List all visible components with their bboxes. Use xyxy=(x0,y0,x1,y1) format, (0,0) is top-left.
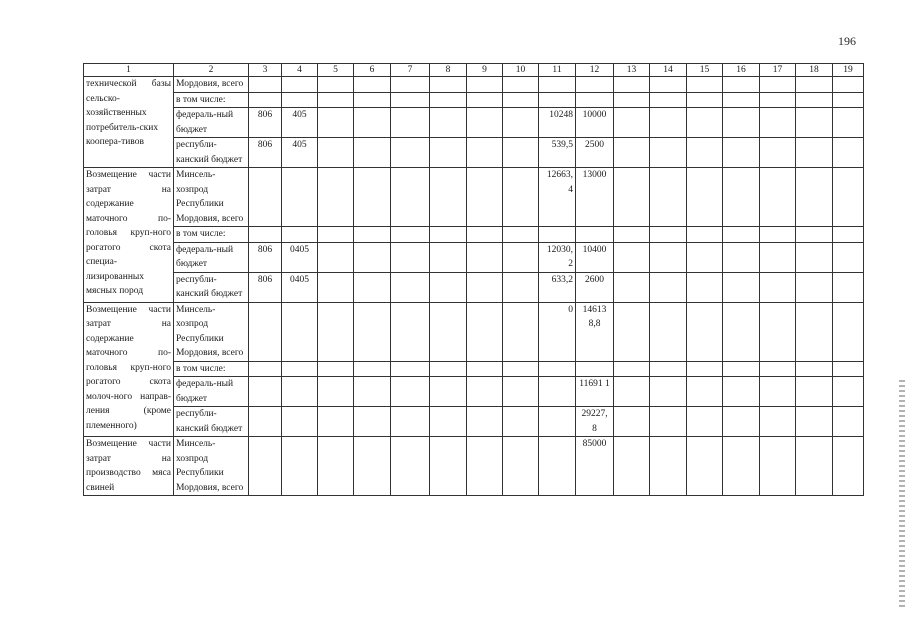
cell-empty xyxy=(467,302,503,361)
cell-col-3: 806 xyxy=(249,242,282,272)
cell-col-4 xyxy=(282,92,318,108)
cell-empty xyxy=(354,361,391,377)
cell-col-11 xyxy=(539,437,576,496)
cell-empty xyxy=(391,77,430,93)
cell-empty xyxy=(430,138,467,168)
cell-empty xyxy=(723,242,760,272)
cell-empty xyxy=(318,227,354,243)
cell-empty xyxy=(723,407,760,437)
cell-col-4: 405 xyxy=(282,138,318,168)
cell-col-3: 806 xyxy=(249,138,282,168)
cell-empty xyxy=(687,377,723,407)
table-row xyxy=(84,437,864,496)
cell-empty xyxy=(503,361,539,377)
cell-empty xyxy=(430,108,467,138)
cell-empty xyxy=(650,77,687,93)
cell-empty xyxy=(430,377,467,407)
column-header: 2 xyxy=(174,64,249,77)
cell-empty xyxy=(467,361,503,377)
budget-source: федераль-ный бюджет xyxy=(174,242,249,272)
cell-col-12: 11691 1 xyxy=(576,377,614,407)
cell-empty xyxy=(760,407,796,437)
cell-empty xyxy=(430,272,467,302)
cell-empty xyxy=(796,407,833,437)
cell-col-11: 539,5 xyxy=(539,138,576,168)
cell-col-3 xyxy=(249,77,282,93)
cell-empty xyxy=(796,302,833,361)
column-header: 5 xyxy=(318,64,354,77)
cell-empty xyxy=(391,361,430,377)
cell-empty xyxy=(318,272,354,302)
budget-source: Мордовия, всего xyxy=(174,77,249,93)
cell-empty xyxy=(796,227,833,243)
cell-empty xyxy=(650,108,687,138)
cell-empty xyxy=(796,242,833,272)
cell-empty xyxy=(833,242,864,272)
cell-empty xyxy=(614,77,650,93)
budget-source: республи-канский бюджет xyxy=(174,138,249,168)
measure-name: Возмещение части затрат на содержание маточного по-головья круп-ного рогатого скота молоч-ного направ-ления (кроме племенного) xyxy=(84,302,174,437)
cell-col-11 xyxy=(539,227,576,243)
cell-empty xyxy=(614,361,650,377)
header-row xyxy=(84,64,864,77)
cell-empty xyxy=(723,227,760,243)
cell-col-12: 10000 xyxy=(576,108,614,138)
cell-col-4: 0405 xyxy=(282,242,318,272)
cell-empty xyxy=(503,377,539,407)
measure-name: Возмещение части затрат на производство мяса свиней xyxy=(84,437,174,496)
cell-empty xyxy=(318,407,354,437)
table-row xyxy=(84,407,864,437)
cell-empty xyxy=(467,377,503,407)
table-row xyxy=(84,272,864,302)
table-row xyxy=(84,108,864,138)
cell-empty xyxy=(354,92,391,108)
cell-empty xyxy=(687,302,723,361)
cell-empty xyxy=(391,377,430,407)
cell-empty xyxy=(833,302,864,361)
cell-empty xyxy=(430,407,467,437)
cell-col-11: 12663, 4 xyxy=(539,168,576,227)
cell-empty xyxy=(723,108,760,138)
cell-empty xyxy=(760,242,796,272)
cell-empty xyxy=(318,92,354,108)
cell-col-12: 10400 xyxy=(576,242,614,272)
cell-empty xyxy=(650,377,687,407)
column-header: 3 xyxy=(249,64,282,77)
budget-source: республи-канский бюджет xyxy=(174,407,249,437)
cell-empty xyxy=(503,108,539,138)
cell-col-12 xyxy=(576,92,614,108)
cell-empty xyxy=(650,92,687,108)
table-row xyxy=(84,168,864,227)
cell-empty xyxy=(650,242,687,272)
scan-edge-artifact xyxy=(899,380,905,610)
cell-empty xyxy=(796,138,833,168)
cell-empty xyxy=(614,168,650,227)
cell-col-12: 13000 xyxy=(576,168,614,227)
budget-source: в том числе: xyxy=(174,92,249,108)
cell-col-11 xyxy=(539,361,576,377)
cell-empty xyxy=(650,407,687,437)
cell-empty xyxy=(614,302,650,361)
cell-empty xyxy=(503,302,539,361)
cell-empty xyxy=(760,108,796,138)
cell-empty xyxy=(760,272,796,302)
table-row xyxy=(84,227,864,243)
budget-source: в том числе: xyxy=(174,361,249,377)
budget-source: республи-канский бюджет xyxy=(174,272,249,302)
cell-empty xyxy=(650,302,687,361)
cell-col-4 xyxy=(282,168,318,227)
cell-empty xyxy=(391,168,430,227)
column-header: 13 xyxy=(614,64,650,77)
cell-empty xyxy=(760,227,796,243)
cell-col-12: 2600 xyxy=(576,272,614,302)
cell-col-11: 633,2 xyxy=(539,272,576,302)
cell-col-4 xyxy=(282,302,318,361)
cell-empty xyxy=(503,92,539,108)
cell-col-3 xyxy=(249,92,282,108)
cell-col-3 xyxy=(249,302,282,361)
budget-source: Минсель-хозпрод Республики Мордовия, всего xyxy=(174,168,249,227)
cell-empty xyxy=(503,77,539,93)
cell-empty xyxy=(467,407,503,437)
cell-empty xyxy=(467,168,503,227)
cell-empty xyxy=(318,377,354,407)
cell-empty xyxy=(760,168,796,227)
cell-empty xyxy=(318,77,354,93)
table-row xyxy=(84,92,864,108)
cell-empty xyxy=(760,92,796,108)
cell-empty xyxy=(796,437,833,496)
column-header: 19 xyxy=(833,64,864,77)
cell-empty xyxy=(614,138,650,168)
cell-col-4: 405 xyxy=(282,108,318,138)
budget-table xyxy=(83,63,864,496)
cell-empty xyxy=(760,77,796,93)
cell-col-3 xyxy=(249,227,282,243)
cell-col-12 xyxy=(576,77,614,93)
cell-empty xyxy=(354,437,391,496)
cell-col-4 xyxy=(282,407,318,437)
column-header: 15 xyxy=(687,64,723,77)
cell-empty xyxy=(760,377,796,407)
cell-empty xyxy=(391,242,430,272)
cell-empty xyxy=(687,227,723,243)
cell-empty xyxy=(833,407,864,437)
cell-empty xyxy=(796,272,833,302)
cell-empty xyxy=(796,92,833,108)
cell-empty xyxy=(354,377,391,407)
cell-col-4 xyxy=(282,227,318,243)
cell-empty xyxy=(723,437,760,496)
cell-empty xyxy=(723,361,760,377)
cell-col-3 xyxy=(249,437,282,496)
cell-col-3: 806 xyxy=(249,272,282,302)
column-header: 14 xyxy=(650,64,687,77)
cell-col-11 xyxy=(539,407,576,437)
column-header: 16 xyxy=(723,64,760,77)
cell-empty xyxy=(354,77,391,93)
cell-empty xyxy=(614,437,650,496)
column-header: 4 xyxy=(282,64,318,77)
cell-empty xyxy=(391,138,430,168)
column-header: 11 xyxy=(539,64,576,77)
cell-empty xyxy=(833,108,864,138)
cell-empty xyxy=(354,138,391,168)
cell-empty xyxy=(503,407,539,437)
cell-empty xyxy=(318,242,354,272)
cell-col-3 xyxy=(249,377,282,407)
cell-col-11 xyxy=(539,77,576,93)
measure-name: технической базы сельско-хозяйственных потребитель-ских коопера-тивов xyxy=(84,77,174,168)
cell-empty xyxy=(318,138,354,168)
cell-empty xyxy=(354,242,391,272)
cell-col-12: 29227, 8 xyxy=(576,407,614,437)
cell-col-4 xyxy=(282,361,318,377)
cell-empty xyxy=(687,272,723,302)
table-row xyxy=(84,361,864,377)
cell-empty xyxy=(760,138,796,168)
column-header: 7 xyxy=(391,64,430,77)
cell-empty xyxy=(391,227,430,243)
cell-empty xyxy=(650,272,687,302)
cell-empty xyxy=(430,302,467,361)
cell-empty xyxy=(614,92,650,108)
cell-empty xyxy=(760,437,796,496)
cell-empty xyxy=(430,242,467,272)
cell-empty xyxy=(467,92,503,108)
cell-col-11: 10248 xyxy=(539,108,576,138)
cell-empty xyxy=(614,242,650,272)
cell-empty xyxy=(687,407,723,437)
column-header: 17 xyxy=(760,64,796,77)
cell-empty xyxy=(723,302,760,361)
cell-col-3: 806 xyxy=(249,108,282,138)
cell-col-12 xyxy=(576,361,614,377)
budget-source: Минсель-хозпрод Республики Мордовия, всего xyxy=(174,302,249,361)
cell-empty xyxy=(354,302,391,361)
cell-empty xyxy=(796,361,833,377)
cell-empty xyxy=(614,227,650,243)
measure-name: Возмещение части затрат на содержание маточного по-головья круп-ного рогатого скота специа-лизированных мясных пород xyxy=(84,168,174,303)
cell-empty xyxy=(354,108,391,138)
cell-empty xyxy=(503,138,539,168)
cell-empty xyxy=(723,168,760,227)
cell-col-3 xyxy=(249,361,282,377)
cell-empty xyxy=(687,168,723,227)
cell-empty xyxy=(760,361,796,377)
cell-empty xyxy=(467,138,503,168)
cell-col-12: 14613 8,8 xyxy=(576,302,614,361)
cell-empty xyxy=(723,92,760,108)
cell-empty xyxy=(430,437,467,496)
table-row xyxy=(84,138,864,168)
table-row xyxy=(84,302,864,361)
cell-empty xyxy=(503,242,539,272)
cell-empty xyxy=(833,227,864,243)
cell-empty xyxy=(614,108,650,138)
page-number: 196 xyxy=(838,34,856,48)
cell-empty xyxy=(467,242,503,272)
table-row xyxy=(84,77,864,93)
cell-empty xyxy=(833,377,864,407)
cell-empty xyxy=(687,361,723,377)
cell-empty xyxy=(614,407,650,437)
cell-empty xyxy=(833,272,864,302)
cell-empty xyxy=(614,377,650,407)
cell-empty xyxy=(430,77,467,93)
cell-col-4 xyxy=(282,437,318,496)
column-header: 10 xyxy=(503,64,539,77)
cell-empty xyxy=(723,377,760,407)
cell-col-12: 2500 xyxy=(576,138,614,168)
cell-col-4 xyxy=(282,77,318,93)
cell-empty xyxy=(467,108,503,138)
cell-empty xyxy=(318,361,354,377)
cell-empty xyxy=(687,437,723,496)
cell-col-11: 12030, 2 xyxy=(539,242,576,272)
cell-empty xyxy=(650,168,687,227)
cell-empty xyxy=(430,227,467,243)
table-row xyxy=(84,242,864,272)
cell-empty xyxy=(354,227,391,243)
budget-source: Минсель-хозпрод Республики Мордовия, всего xyxy=(174,437,249,496)
cell-empty xyxy=(354,407,391,437)
cell-empty xyxy=(467,437,503,496)
cell-empty xyxy=(354,272,391,302)
cell-empty xyxy=(614,272,650,302)
column-header: 9 xyxy=(467,64,503,77)
cell-empty xyxy=(391,108,430,138)
cell-col-3 xyxy=(249,168,282,227)
cell-empty xyxy=(503,437,539,496)
cell-empty xyxy=(318,437,354,496)
cell-col-11 xyxy=(539,92,576,108)
cell-empty xyxy=(833,138,864,168)
cell-col-12 xyxy=(576,227,614,243)
cell-empty xyxy=(723,77,760,93)
cell-empty xyxy=(650,361,687,377)
cell-empty xyxy=(467,227,503,243)
cell-empty xyxy=(796,168,833,227)
cell-empty xyxy=(318,302,354,361)
cell-empty xyxy=(833,92,864,108)
table-row xyxy=(84,377,864,407)
cell-empty xyxy=(833,168,864,227)
cell-empty xyxy=(467,77,503,93)
cell-empty xyxy=(467,272,503,302)
column-header: 8 xyxy=(430,64,467,77)
cell-empty xyxy=(833,361,864,377)
cell-empty xyxy=(760,302,796,361)
cell-empty xyxy=(430,168,467,227)
cell-empty xyxy=(723,272,760,302)
cell-empty xyxy=(796,77,833,93)
budget-source: федераль-ный бюджет xyxy=(174,108,249,138)
cell-empty xyxy=(687,108,723,138)
cell-empty xyxy=(503,227,539,243)
column-header: 6 xyxy=(354,64,391,77)
cell-empty xyxy=(503,272,539,302)
budget-source: федераль-ный бюджет xyxy=(174,377,249,407)
cell-empty xyxy=(430,92,467,108)
cell-empty xyxy=(833,437,864,496)
column-header: 18 xyxy=(796,64,833,77)
cell-empty xyxy=(796,108,833,138)
cell-empty xyxy=(318,168,354,227)
cell-empty xyxy=(391,92,430,108)
cell-empty xyxy=(687,77,723,93)
cell-empty xyxy=(391,407,430,437)
cell-col-12: 85000 xyxy=(576,437,614,496)
cell-empty xyxy=(430,361,467,377)
cell-empty xyxy=(833,77,864,93)
cell-empty xyxy=(687,92,723,108)
cell-empty xyxy=(796,377,833,407)
cell-empty xyxy=(650,138,687,168)
cell-col-4 xyxy=(282,377,318,407)
cell-empty xyxy=(650,227,687,243)
cell-col-4: 0405 xyxy=(282,272,318,302)
column-header: 12 xyxy=(576,64,614,77)
budget-source: в том числе: xyxy=(174,227,249,243)
cell-empty xyxy=(354,168,391,227)
cell-empty xyxy=(723,138,760,168)
cell-empty xyxy=(503,168,539,227)
cell-empty xyxy=(391,302,430,361)
column-header: 1 xyxy=(84,64,174,77)
cell-empty xyxy=(391,437,430,496)
cell-empty xyxy=(391,272,430,302)
cell-empty xyxy=(687,242,723,272)
cell-col-11 xyxy=(539,377,576,407)
cell-empty xyxy=(318,108,354,138)
cell-col-11: 0 xyxy=(539,302,576,361)
cell-col-3 xyxy=(249,407,282,437)
cell-empty xyxy=(687,138,723,168)
cell-empty xyxy=(650,437,687,496)
